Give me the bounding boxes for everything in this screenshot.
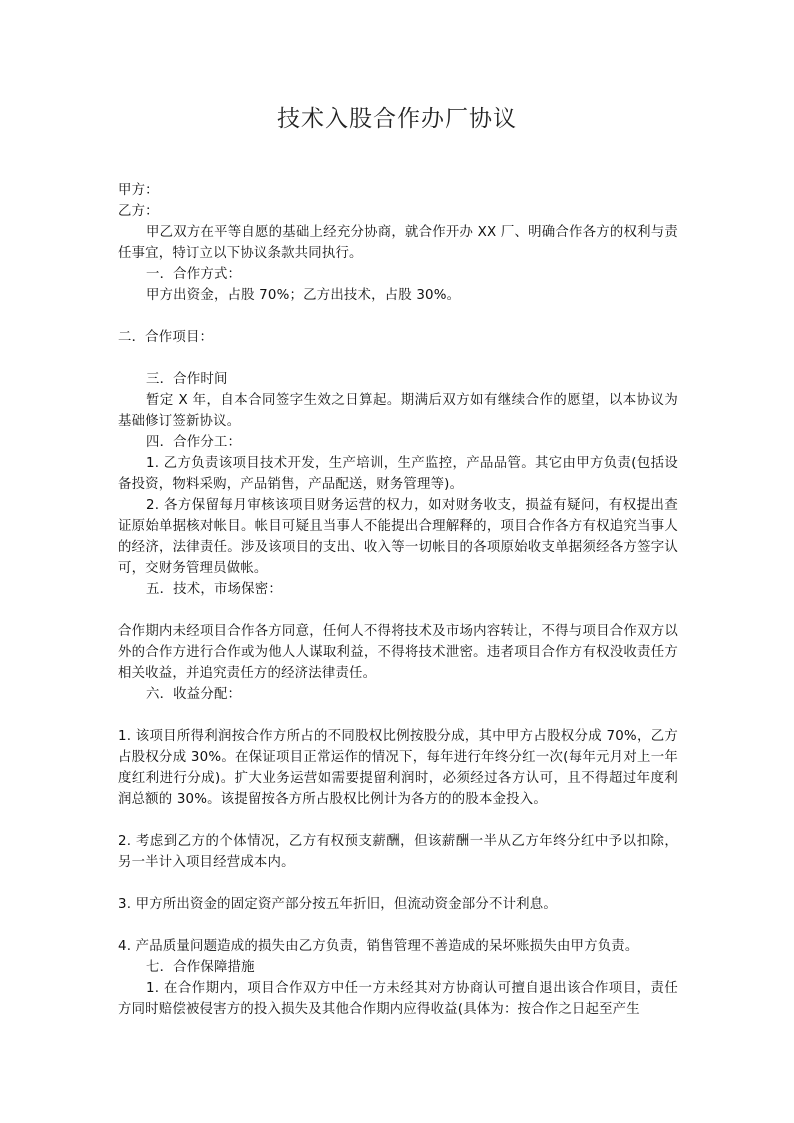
spacer (118, 306, 678, 327)
section-7-heading: 七．合作保障措施 (146, 960, 255, 975)
section-1-heading: 一．合作方式： (146, 267, 242, 282)
spacer (118, 600, 678, 621)
party-b-label: 乙方： (118, 204, 159, 219)
section-3-heading: 三．合作时间 (146, 372, 228, 387)
preamble: 甲乙双方在平等自愿的基础上经充分协商，就合作开办 XX 厂、明确合作各方的权利与责任事宜，特订立以下协议条款共同执行。 (118, 225, 678, 261)
section-6-heading: 六．收益分配： (146, 687, 242, 702)
page-title: 技术入股合作办厂协议 (277, 106, 517, 132)
section-6-item-3: 3. 甲方所出资金的固定资产部分按五年折旧，但流动资金部分不计利息。 (118, 897, 557, 912)
spacer (118, 915, 678, 936)
section-1-text: 甲方出资金，占股 70%；乙方出技术，占股 30%。 (146, 288, 461, 303)
party-a-label: 甲方： (118, 183, 159, 198)
section-7-item-1: 1. 在合作期内，项目合作双方中任一方未经其对方协商认可擅自退出该合作项目，责任方同时赔偿被侵害方的投入损失及其他合作期内应得收益(具体为：按合作之日起至产生 (118, 981, 678, 1017)
section-6-item-4: 4. 产品质量问题造成的损失由乙方负责，销售管理不善造成的呆坏账损失由甲方负责。 (118, 939, 639, 954)
section-4-heading: 四．合作分工： (146, 435, 242, 450)
section-5-heading: 五．技术，市场保密： (146, 582, 282, 597)
section-4-item-2: 2. 各方保留每月审核该项目财务运营的权力，如对财务收支，损益有疑问，有权提出查证原始单据核对帐目。帐目可疑且当事人不能提出合理解释的，项目合作各方有权追究当事人的经济，法律责任。涉及该项目的支出、收入等一切帐目的各项原始收支单据须经各方签字认可，交财务管理员做帐。 (118, 498, 678, 576)
document-body (118, 180, 678, 1020)
spacer (118, 873, 678, 894)
spacer (118, 705, 678, 726)
spacer (118, 810, 678, 831)
section-6-item-2: 2. 考虑到乙方的个体情况，乙方有权预支薪酬，但该薪酬一半从乙方年终分红中予以扣除，另一半计入项目经营成本内。 (118, 834, 678, 870)
section-2-heading: 二．合作项目： (118, 330, 214, 345)
section-6-item-1: 1. 该项目所得利润按合作方所占的不同股权比例按股分成，其中甲方占股权分成 70%，乙方占股权分成 30%。在保证项目正常运作的情况下，每年进行年终分红一次(每年元月对上一年度红利进行分成)。扩大业务运营如需要提留利润时，必须经过各方认可，且不得超过年度利润总额的 30%。该提留按各方所占股权比例计为各方的的股本金投入。 (118, 729, 678, 807)
section-3-text: 暂定 X 年，自本合同签字生效之日算起。期满后双方如有继续合作的愿望，以本协议为基础修订签新协议。 (118, 393, 678, 429)
section-4-item-1: 1. 乙方负责该项目技术开发，生产培训，生产监控，产品品管。其它由甲方负责(包括设备投资，物料采购，产品销售，产品配送，财务管理等)。 (118, 456, 678, 492)
section-5-text: 合作期内未经项目合作各方同意，任何人不得将技术及市场内容转让，不得与项目合作双方以外的合作方进行合作或为他人人谋取利益，不得将技术泄密。违者项目合作方有权没收责任方相关收益，并追究责任方的经济法律责任。 (118, 624, 678, 681)
spacer (118, 348, 678, 369)
